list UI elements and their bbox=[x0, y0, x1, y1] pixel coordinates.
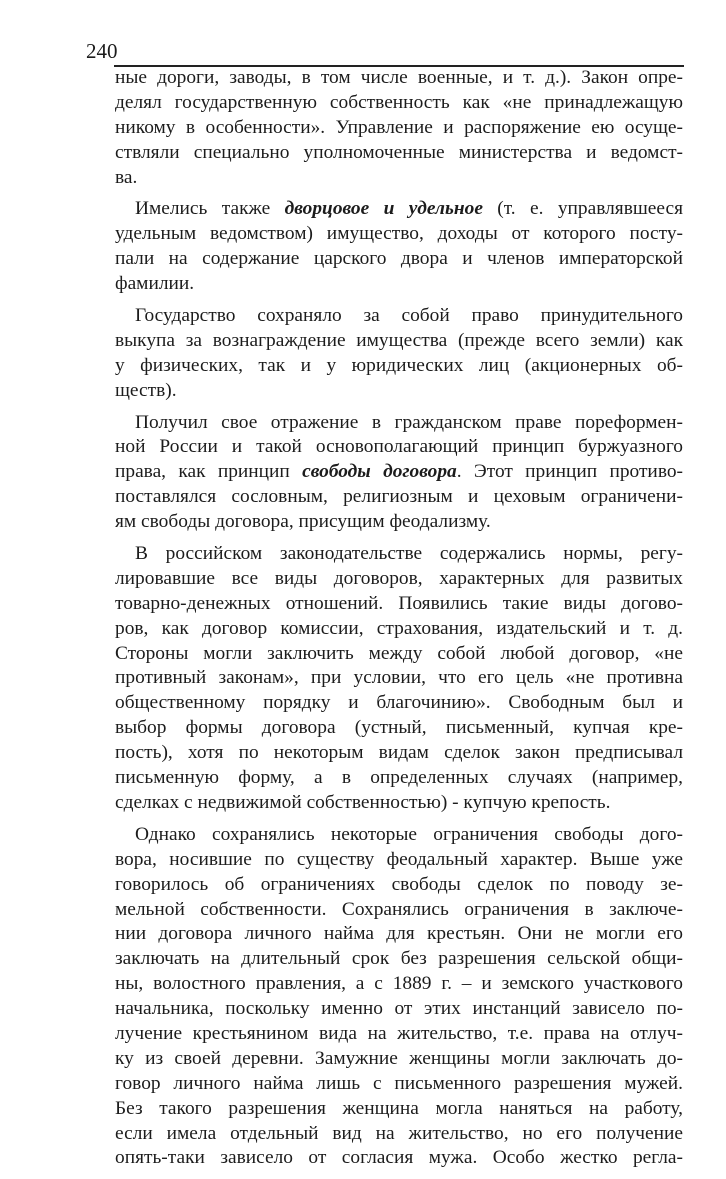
text-line: ва. bbox=[115, 166, 138, 188]
page-number: 240 bbox=[86, 39, 118, 63]
text-line: ям свободы договора, присущим феодализму. bbox=[115, 511, 491, 533]
text-line: Однако сохранялись некоторые ограничения свободы дого- bbox=[135, 823, 683, 845]
body-text bbox=[115, 66, 683, 1171]
text-line: пали на содержание царского двора и членов императорской bbox=[115, 248, 683, 270]
text-line: общественному порядку и благочинию». Свободным был и bbox=[115, 692, 683, 714]
text-line: делял государственную собственность как «не принадлежащую bbox=[115, 91, 683, 113]
text-line: ны, волостного правления, а с 1889 г. – и земского участкового bbox=[115, 973, 683, 995]
text-line: Получил свое отражение в гражданском праве пореформен- bbox=[135, 411, 683, 433]
text-line: ствляли специально уполномоченные министерства и ведомст- bbox=[115, 141, 683, 163]
text-line: у физических, так и у юридических лиц (акционерных об- bbox=[115, 354, 683, 376]
text-line: товарно-денежных отношений. Появились такие виды догово- bbox=[115, 592, 683, 614]
text-line: ров, как договор комиссии, страхования, издательский и т. д. bbox=[115, 617, 683, 639]
text-line: никому в особенности». Управление и распоряжение ею осуще- bbox=[115, 116, 683, 138]
text-line bbox=[115, 460, 683, 485]
text-line: Без такого разрешения женщина могла наняться на работу, bbox=[115, 1097, 683, 1119]
text-line: лировавшие все виды договоров, характерных для развитых bbox=[115, 567, 683, 589]
text-line: удельным ведомством) имущество, доходы от которого посту- bbox=[115, 223, 683, 245]
text-line: Государство сохраняло за собой право принудительного bbox=[135, 305, 683, 327]
text-line: ной России и такой основополагающий принцип буржуазного bbox=[115, 436, 683, 458]
text-line: выкупа за вознаграждение имущества (прежде всего земли) как bbox=[115, 329, 683, 351]
text-run: Имелись также bbox=[135, 198, 285, 220]
text-line: ные дороги, заводы, в том числе военные, и т. д.). Закон опре- bbox=[115, 67, 683, 88]
text-line: нии договора личного найма для крестьян. Они не могли его bbox=[115, 923, 683, 945]
text-line: письменную форму, а в определенных случаях (например, bbox=[115, 767, 683, 789]
text-run: (т. е. управлявшееся bbox=[482, 198, 683, 220]
text-line: В российском законодательстве содержались нормы, регу- bbox=[135, 543, 683, 565]
text-line: лучение крестьянином вида на жительство, т.е. права на отлуч- bbox=[115, 1022, 683, 1044]
text-line: мельной собственности. Сохранялись ограничения в заключе- bbox=[115, 898, 683, 920]
text-line: вора, носившие по существу феодальный характер. Выше уже bbox=[115, 848, 683, 870]
text-line: поставлялся сословным, религиозным и цеховым ограничени- bbox=[115, 486, 683, 508]
text-line: ку из своей деревни. Замужние женщины могли заключать до- bbox=[115, 1047, 683, 1069]
text-line: опять-таки зависело от согласия мужа. Особо жестко регла- bbox=[115, 1147, 683, 1169]
text-line: говорилось об ограничениях свободы сделок по поводу зе- bbox=[115, 873, 683, 895]
text-line: противный законам», при условии, что его цель «не противна bbox=[115, 667, 683, 689]
text-line: говор личного найма лишь с письменного разрешения мужей. bbox=[115, 1072, 683, 1094]
text-line: Стороны могли заключить между собой любой договор, «не bbox=[115, 642, 683, 664]
emphasized-term: дворцовое и удельное bbox=[284, 198, 483, 220]
text-line bbox=[115, 197, 683, 222]
text-run: права, как принцип bbox=[115, 461, 303, 483]
emphasized-term: свободы договора bbox=[302, 461, 457, 483]
text-line: заключать на длительный срок без разрешения сельской общи- bbox=[115, 948, 683, 970]
text-line: ществ). bbox=[115, 379, 177, 401]
text-line: сделках с недвижимой собственностью) - купчую крепость. bbox=[115, 791, 611, 813]
text-line: пость), хотя по некоторым видам сделок закон предписывал bbox=[115, 742, 683, 764]
text-line: фамилии. bbox=[115, 273, 195, 295]
text-line: если имела отдельный вид на жительство, но его получение bbox=[115, 1122, 683, 1144]
text-line: начальника, поскольку именно от этих инстанций зависело по- bbox=[115, 998, 683, 1020]
text-line: выбор формы договора (устный, письменный, купчая кре- bbox=[115, 717, 683, 739]
text-run: . Этот принцип противо- bbox=[456, 461, 683, 483]
